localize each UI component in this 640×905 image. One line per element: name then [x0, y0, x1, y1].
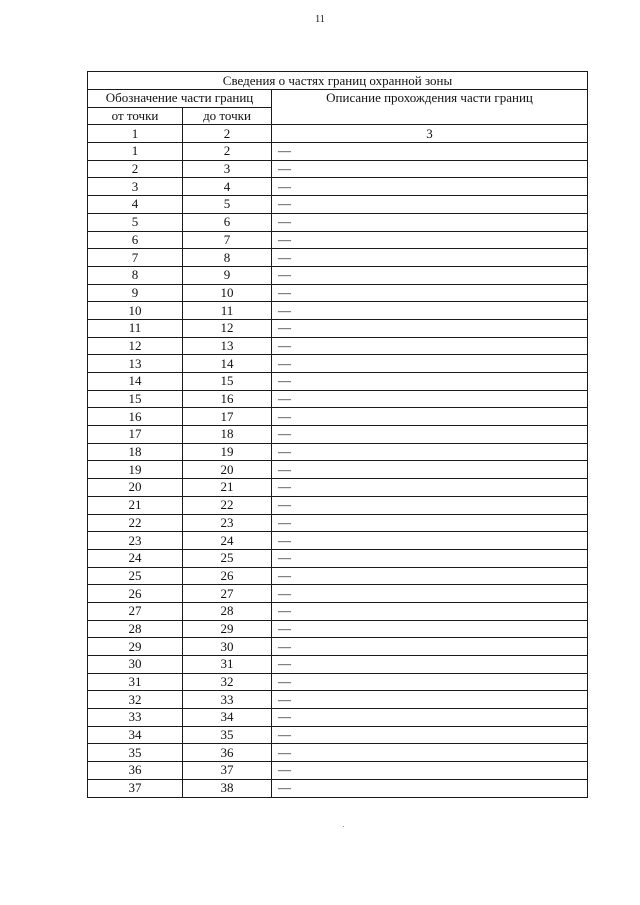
row-description: — — [272, 461, 588, 479]
row-description: — — [272, 213, 588, 231]
row-to-point: 9 — [183, 266, 272, 284]
row-to-point: 12 — [183, 319, 272, 337]
row-description: — — [272, 549, 588, 567]
scan-speck — [343, 826, 344, 827]
row-description: — — [272, 744, 588, 762]
row-from-point: 10 — [88, 302, 183, 320]
boundary-parts-table — [87, 71, 588, 798]
table-row — [88, 390, 588, 408]
table-row — [88, 691, 588, 709]
table-row — [88, 779, 588, 797]
row-description: — — [272, 691, 588, 709]
table-row — [88, 196, 588, 214]
row-from-point: 34 — [88, 726, 183, 744]
row-to-point: 33 — [183, 691, 272, 709]
row-to-point: 23 — [183, 514, 272, 532]
table-row — [88, 231, 588, 249]
row-from-point: 3 — [88, 178, 183, 196]
row-from-point: 8 — [88, 266, 183, 284]
table-row — [88, 762, 588, 780]
table-row — [88, 567, 588, 585]
table-row — [88, 160, 588, 178]
row-to-point: 15 — [183, 373, 272, 391]
row-to-point: 21 — [183, 479, 272, 497]
row-description: — — [272, 426, 588, 444]
table-row — [88, 673, 588, 691]
row-to-point: 30 — [183, 638, 272, 656]
row-description: — — [272, 479, 588, 497]
table-row — [88, 602, 588, 620]
table-row — [88, 266, 588, 284]
row-to-point: 36 — [183, 744, 272, 762]
row-from-point: 20 — [88, 479, 183, 497]
row-from-point: 5 — [88, 213, 183, 231]
row-description: — — [272, 373, 588, 391]
row-from-point: 35 — [88, 744, 183, 762]
row-from-point: 1 — [88, 143, 183, 161]
table-row — [88, 319, 588, 337]
col-to-header: до точки — [183, 107, 272, 125]
header-row-1 — [88, 90, 588, 108]
table-row — [88, 178, 588, 196]
row-description: — — [272, 443, 588, 461]
column-number-row — [88, 125, 588, 143]
row-from-point: 32 — [88, 691, 183, 709]
col-group-label: Обозначение части границ — [88, 90, 272, 108]
row-from-point: 12 — [88, 337, 183, 355]
row-description: — — [272, 585, 588, 603]
row-description: — — [272, 231, 588, 249]
row-to-point: 20 — [183, 461, 272, 479]
row-to-point: 16 — [183, 390, 272, 408]
table-row — [88, 514, 588, 532]
row-to-point: 27 — [183, 585, 272, 603]
col-from-header: от точки — [88, 107, 183, 125]
table-row — [88, 585, 588, 603]
row-to-point: 18 — [183, 426, 272, 444]
row-from-point: 26 — [88, 585, 183, 603]
row-from-point: 11 — [88, 319, 183, 337]
row-to-point: 19 — [183, 443, 272, 461]
row-description: — — [272, 496, 588, 514]
row-to-point: 3 — [183, 160, 272, 178]
row-from-point: 36 — [88, 762, 183, 780]
table-row — [88, 213, 588, 231]
table-row — [88, 744, 588, 762]
row-from-point: 9 — [88, 284, 183, 302]
table-row — [88, 143, 588, 161]
table-row — [88, 461, 588, 479]
table-title-row — [88, 72, 588, 90]
row-description: — — [272, 709, 588, 727]
table-row — [88, 355, 588, 373]
row-from-point: 17 — [88, 426, 183, 444]
row-description: — — [272, 532, 588, 550]
row-description: — — [272, 726, 588, 744]
row-description: — — [272, 602, 588, 620]
row-description: — — [272, 779, 588, 797]
row-to-point: 6 — [183, 213, 272, 231]
row-to-point: 11 — [183, 302, 272, 320]
row-description: — — [272, 337, 588, 355]
table-row — [88, 532, 588, 550]
row-to-point: 22 — [183, 496, 272, 514]
table-row — [88, 656, 588, 674]
row-to-point: 14 — [183, 355, 272, 373]
row-from-point: 25 — [88, 567, 183, 585]
row-from-point: 22 — [88, 514, 183, 532]
row-to-point: 2 — [183, 143, 272, 161]
row-to-point: 4 — [183, 178, 272, 196]
row-from-point: 37 — [88, 779, 183, 797]
row-to-point: 37 — [183, 762, 272, 780]
table-title: Сведения о частях границ охранной зоны — [88, 72, 588, 90]
table-row — [88, 249, 588, 267]
row-description: — — [272, 514, 588, 532]
table-row — [88, 373, 588, 391]
table-row — [88, 337, 588, 355]
table-row — [88, 620, 588, 638]
table-row — [88, 496, 588, 514]
col-number-1: 1 — [88, 125, 183, 143]
table-row — [88, 709, 588, 727]
row-description: — — [272, 143, 588, 161]
row-to-point: 26 — [183, 567, 272, 585]
table-row — [88, 638, 588, 656]
row-from-point: 7 — [88, 249, 183, 267]
row-from-point: 14 — [88, 373, 183, 391]
row-from-point: 21 — [88, 496, 183, 514]
row-to-point: 25 — [183, 549, 272, 567]
row-description: — — [272, 355, 588, 373]
table-row — [88, 549, 588, 567]
row-from-point: 13 — [88, 355, 183, 373]
row-description: — — [272, 319, 588, 337]
row-to-point: 28 — [183, 602, 272, 620]
row-from-point: 31 — [88, 673, 183, 691]
row-from-point: 4 — [88, 196, 183, 214]
row-description: — — [272, 673, 588, 691]
row-from-point: 16 — [88, 408, 183, 426]
page-number: 11 — [315, 14, 325, 25]
row-description: — — [272, 408, 588, 426]
row-from-point: 30 — [88, 656, 183, 674]
col-number-2: 2 — [183, 125, 272, 143]
row-from-point: 27 — [88, 602, 183, 620]
row-from-point: 23 — [88, 532, 183, 550]
row-description: — — [272, 302, 588, 320]
row-description: — — [272, 620, 588, 638]
row-to-point: 5 — [183, 196, 272, 214]
row-to-point: 24 — [183, 532, 272, 550]
row-from-point: 18 — [88, 443, 183, 461]
row-from-point: 28 — [88, 620, 183, 638]
row-to-point: 35 — [183, 726, 272, 744]
row-description: — — [272, 567, 588, 585]
row-description: — — [272, 390, 588, 408]
table-row — [88, 302, 588, 320]
col-number-3: 3 — [272, 125, 588, 143]
row-to-point: 31 — [183, 656, 272, 674]
row-from-point: 15 — [88, 390, 183, 408]
row-from-point: 24 — [88, 549, 183, 567]
row-description: — — [272, 178, 588, 196]
table-row — [88, 426, 588, 444]
row-from-point: 6 — [88, 231, 183, 249]
row-description: — — [272, 160, 588, 178]
row-description: — — [272, 266, 588, 284]
col-desc-header: Описание прохождения части границ — [272, 90, 588, 125]
row-to-point: 34 — [183, 709, 272, 727]
row-from-point: 29 — [88, 638, 183, 656]
row-to-point: 7 — [183, 231, 272, 249]
row-description: — — [272, 762, 588, 780]
row-from-point: 19 — [88, 461, 183, 479]
row-description: — — [272, 638, 588, 656]
row-to-point: 38 — [183, 779, 272, 797]
table-row — [88, 479, 588, 497]
row-to-point: 17 — [183, 408, 272, 426]
row-description: — — [272, 249, 588, 267]
row-description: — — [272, 196, 588, 214]
row-from-point: 2 — [88, 160, 183, 178]
row-from-point: 33 — [88, 709, 183, 727]
row-description: — — [272, 284, 588, 302]
table-row — [88, 284, 588, 302]
table-row — [88, 726, 588, 744]
table-row — [88, 443, 588, 461]
row-to-point: 29 — [183, 620, 272, 638]
row-to-point: 32 — [183, 673, 272, 691]
row-to-point: 13 — [183, 337, 272, 355]
table-row — [88, 408, 588, 426]
row-to-point: 8 — [183, 249, 272, 267]
row-description: — — [272, 656, 588, 674]
row-to-point: 10 — [183, 284, 272, 302]
